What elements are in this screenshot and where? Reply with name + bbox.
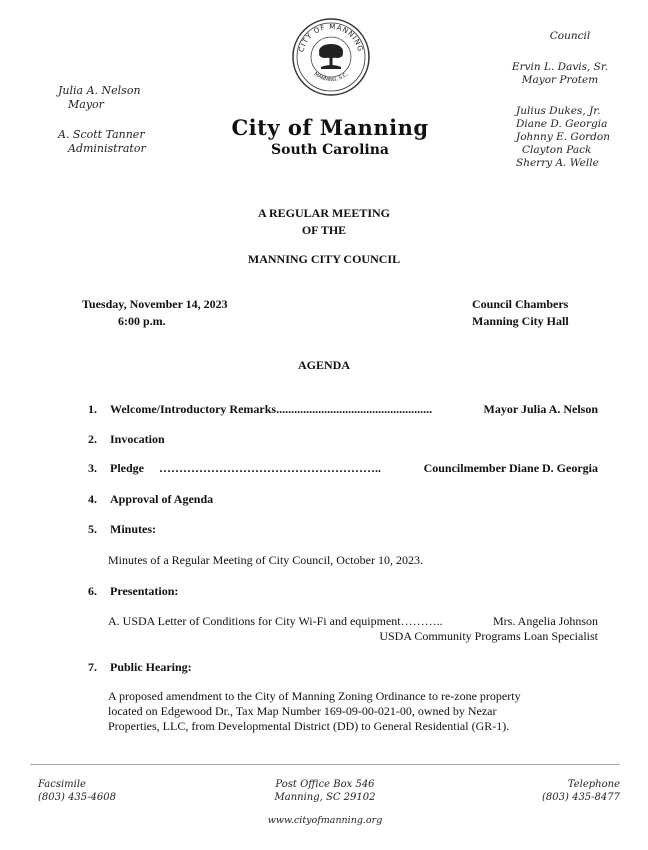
item-number: 1. xyxy=(88,402,97,416)
footer-divider xyxy=(30,764,620,765)
leader-dots: .................................................... xyxy=(276,402,433,416)
mayor-block xyxy=(58,84,146,112)
city-title-block xyxy=(200,115,460,158)
mayor-name: Julia A. Nelson xyxy=(58,84,141,97)
mayor-protem-block xyxy=(490,61,630,87)
presentation-line xyxy=(108,614,598,629)
tel-number: (803) 435-8477 xyxy=(542,792,620,803)
protem-title: Mayor Protem xyxy=(521,74,599,86)
item-description: Minutes of a Regular Meeting of City Council, October 10, 2023. xyxy=(108,553,423,567)
meeting-datetime xyxy=(82,296,228,330)
agenda-item xyxy=(88,522,598,537)
agenda-item xyxy=(88,461,598,476)
seal-text: CITY OF MANNING xyxy=(297,22,365,53)
presenter-name: Mrs. Angelia Johnson xyxy=(493,614,598,628)
administrator-title: Administrator xyxy=(68,142,146,155)
agenda-heading: AGENDA xyxy=(297,358,350,372)
mayor-title: Mayor xyxy=(68,98,104,111)
item-label: Public Hearing: xyxy=(110,660,192,674)
presentation-title: A. USDA Letter of Conditions for City Wi-Fi and equipment……….. xyxy=(108,614,443,628)
item-label: Minutes: xyxy=(110,522,156,536)
location-line2: Manning City Hall xyxy=(472,314,569,328)
location-line1: Council Chambers xyxy=(472,297,569,311)
council-heading: Council xyxy=(549,30,591,42)
po-box: Post Office Box 546 xyxy=(275,779,375,790)
meeting-date: Tuesday, November 14, 2023 xyxy=(82,297,228,311)
council-member: Sherry A. Welle xyxy=(516,157,599,169)
item-label: Welcome/Introductory Remarks xyxy=(110,402,277,416)
council-member: Diane D. Georgia xyxy=(516,118,608,130)
item-presenter: Mayor Julia A. Nelson xyxy=(483,402,598,416)
item-label: Invocation xyxy=(110,432,165,446)
agenda-item xyxy=(88,402,598,417)
item-label: Presentation: xyxy=(110,584,179,598)
meeting-title-line1: A REGULAR MEETING xyxy=(257,206,391,220)
council-member: Clayton Pack xyxy=(522,144,592,156)
council-title: MANNING CITY COUNCIL xyxy=(247,252,401,266)
item-label: Approval of Agenda xyxy=(110,492,214,506)
meeting-title-line2: OF THE xyxy=(301,223,347,237)
council-members xyxy=(490,105,630,170)
meeting-time: 6:00 p.m. xyxy=(118,314,166,328)
agenda-item xyxy=(88,660,598,675)
agenda-item xyxy=(88,492,598,507)
website-link[interactable]: www.cityofmanning.org xyxy=(267,815,383,826)
item-number: 2. xyxy=(88,432,97,446)
council-member: Julius Dukes, Jr. xyxy=(516,105,601,117)
fax-number: (803) 435-4608 xyxy=(38,792,116,803)
tree-icon xyxy=(319,44,343,69)
item-presenter: Councilmember Diane D. Georgia xyxy=(423,461,598,475)
item-number: 6. xyxy=(88,584,97,598)
fax-label: Facsimile xyxy=(38,779,86,790)
council-member: Johnny E. Gordon xyxy=(516,131,610,143)
footer-address xyxy=(250,778,400,804)
footer-fax xyxy=(38,778,116,804)
item-number: 5. xyxy=(88,522,97,536)
footer-telephone xyxy=(510,778,620,804)
city-officials xyxy=(58,84,146,172)
meeting-title xyxy=(0,205,648,239)
state-name: South Carolina xyxy=(271,142,389,158)
meeting-location xyxy=(472,296,569,330)
council-roster xyxy=(490,30,630,170)
leader-dots: ……………………………………………….. xyxy=(159,461,381,475)
city-seal xyxy=(291,17,371,97)
agenda-item xyxy=(88,584,598,599)
city-name: City of Manning xyxy=(231,115,429,140)
item-number: 4. xyxy=(88,492,97,506)
item-number: 3. xyxy=(88,461,97,475)
tel-label: Telephone xyxy=(567,779,620,790)
item-number: 7. xyxy=(88,660,97,674)
administrator-block xyxy=(58,128,146,156)
city-zip: Manning, SC 29102 xyxy=(274,792,376,803)
protem-name: Ervin L. Davis, Sr. xyxy=(511,61,609,73)
presenter-title: USDA Community Programs Loan Specialist xyxy=(379,629,598,643)
seal-bottom-text: MANNING, S.C. xyxy=(312,71,350,84)
agenda-item xyxy=(88,432,598,447)
administrator-name: A. Scott Tanner xyxy=(58,128,145,141)
item-description: A proposed amendment to the City of Manning Zoning Ordinance to re-zone property located on Edgewood Dr., Tax Map Number 169-09-00-021-00, owned by Nezar Properties, LLC, from Developmental District (DD) to General Residential (GR-1). xyxy=(108,689,521,733)
item-label: Pledge xyxy=(110,461,144,475)
